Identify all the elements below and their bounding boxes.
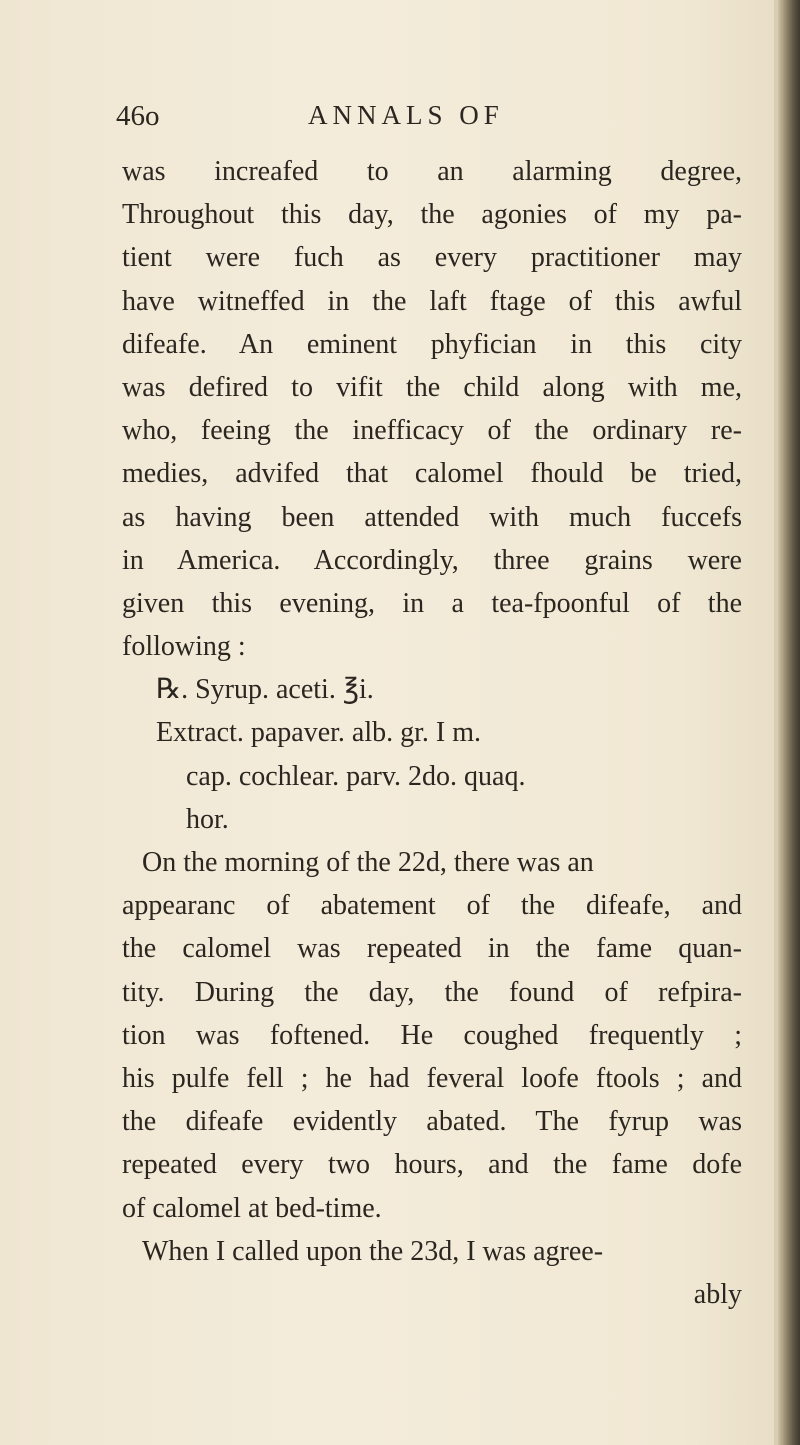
text-line: who, feeing the inefficacy of the ordinary re-	[122, 415, 742, 447]
page-header	[116, 100, 676, 140]
catchword: ably	[693, 1278, 742, 1310]
text-line: his pulfe fell ; he had feveral loofe ftools ; and	[122, 1062, 742, 1094]
text-line: repeated every two hours, and the fame dofe	[122, 1149, 742, 1181]
text-line: was increafed to an alarming degree,	[122, 156, 742, 187]
text-line: the calomel was repeated in the fame quan-	[122, 933, 742, 965]
text-line: was defired to vifit the child along with me,	[122, 371, 742, 403]
page-number: 46o	[116, 100, 160, 132]
text-line: tity. During the day, the found of refpira-	[122, 976, 742, 1008]
text-line: Throughout this day, the agonies of my pa-	[122, 199, 742, 231]
text-line: tient were fuch as every practitioner may	[122, 242, 742, 274]
text-line: given this evening, in a tea-fpoonful of the	[122, 587, 742, 619]
text-line: following :	[122, 631, 246, 663]
text-line: medies, advifed that calomel fhould be tried,	[122, 458, 742, 490]
prescription-line: hor.	[186, 803, 229, 835]
text-line: of calomel at bed-time.	[122, 1192, 382, 1224]
text-line: difeafe. An eminent phyfician in this city	[122, 328, 742, 360]
text-line: When I called upon the 23d, I was agree-	[142, 1235, 604, 1267]
running-head: ANNALS OF	[308, 100, 504, 130]
prescription-line: cap. cochlear. parv. 2do. quaq.	[186, 760, 526, 792]
prescription-line: Extract. papaver. alb. gr. I m.	[156, 717, 481, 749]
text-line: as having been attended with much fuccefs	[122, 501, 742, 533]
body-text	[122, 150, 742, 1316]
text-line: On the morning of the 22d, there was an	[142, 847, 594, 878]
text-line: the difeafe evidently abated. The fyrup was	[122, 1106, 742, 1138]
text-line: tion was foftened. He coughed frequently ;	[122, 1019, 742, 1051]
book-gutter	[778, 0, 800, 1445]
text-line: in America. Accordingly, three grains were	[122, 544, 742, 576]
text-line: have witneffed in the laft ftage of this awful	[122, 285, 742, 317]
prescription-line: ℞. Syrup. aceti. ℥i.	[156, 674, 374, 706]
text-line: appearanc of abatement of the difeafe, and	[122, 890, 742, 922]
